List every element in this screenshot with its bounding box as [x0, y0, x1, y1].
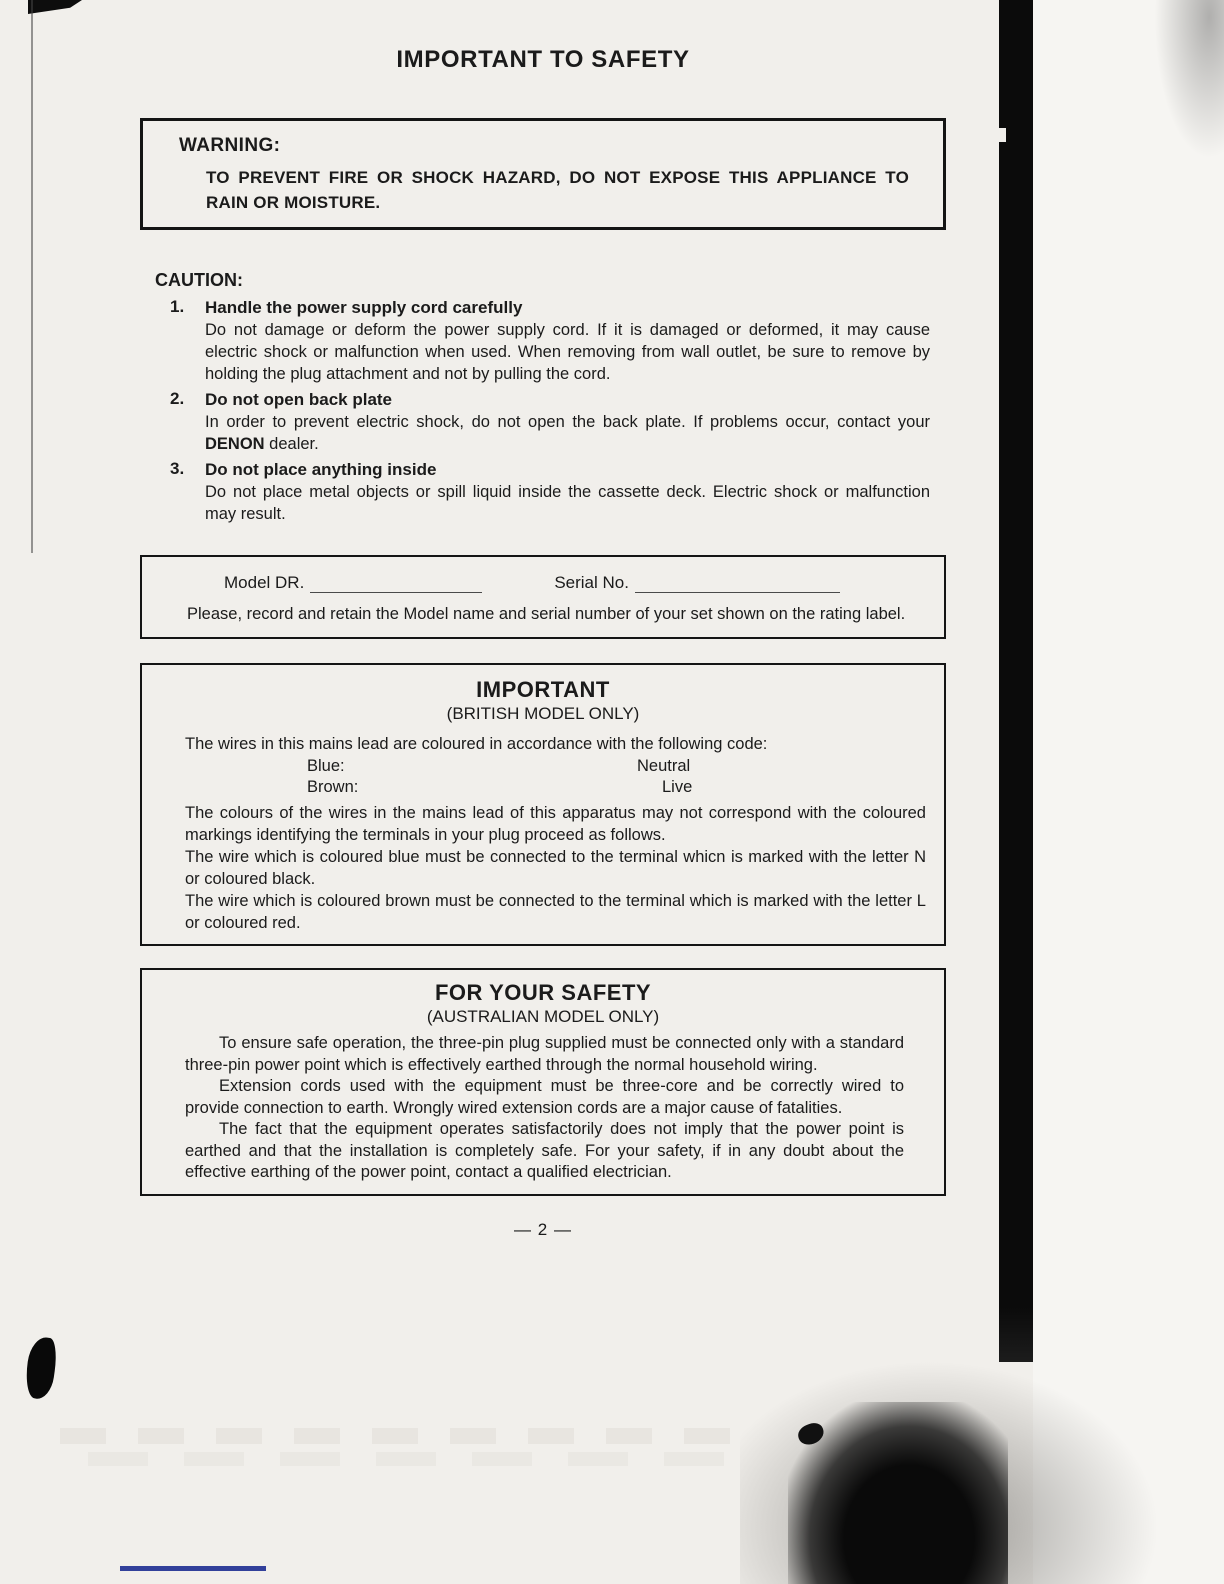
- model-serial-box: [140, 555, 946, 639]
- warning-text: TO PREVENT FIRE OR SHOCK HAZARD, DO NOT EXPOSE THIS APPLIANCE TO RAIN OR MOISTURE.: [206, 168, 909, 212]
- warning-heading: WARNING:: [179, 135, 281, 156]
- serial-blank-line: [635, 575, 840, 593]
- british-paragraph: The wire which is coloured blue must be connected to the terminal whicn is marked with the letter N or coloured black.: [185, 848, 926, 888]
- warning-box: [140, 118, 946, 230]
- scan-right-margin: [1033, 0, 1224, 1584]
- scan-artifact-blue-underline: [120, 1566, 266, 1571]
- model-label: Model DR.: [224, 573, 305, 592]
- wire-terminal-label: Neutral: [637, 757, 691, 775]
- wire-color-label: Blue:: [307, 757, 345, 775]
- safety-paragraph: The fact that the equipment operates satisfactorily does not imply that the power point is earthed and that the installation is completely safe. For your safety, if in any doubt about the effective earthing of the power point, contact a qualified electrician.: [185, 1120, 904, 1181]
- caution-item-body: [205, 297, 946, 385]
- model-serial-row: [187, 573, 924, 593]
- brand-name: DENON: [205, 435, 265, 453]
- safety-paragraphs: [185, 1033, 904, 1184]
- caution-item-text: [205, 481, 930, 525]
- model-note: Please, record and retain the Model name and serial number of your set shown on the rating label.: [187, 605, 906, 623]
- caution-item-number: 3.: [170, 459, 185, 478]
- british-subheading: (BRITISH MODEL ONLY): [446, 704, 640, 723]
- british-model-box: [140, 663, 946, 946]
- caution-text-pre: In order to prevent electric shock, do not open the back plate. If problems occur, contact your: [205, 413, 930, 431]
- serial-label: Serial No.: [554, 573, 629, 592]
- caution-text-pre: Do not place metal objects or spill liquid inside the cassette deck. Electric shock or malfunction may result.: [205, 483, 930, 523]
- australian-model-box: [140, 968, 946, 1196]
- british-paragraph: The wire which is coloured brown must be connected to the terminal which is marked with the letter L or coloured red.: [185, 892, 926, 932]
- caution-item-title: Do not open back plate: [205, 390, 393, 409]
- caution-item-body: [205, 389, 946, 455]
- scan-artifact-halftone-row: [60, 1428, 760, 1444]
- page-title: IMPORTANT TO SAFETY: [396, 46, 690, 73]
- scan-artifact-right-bar: [999, 0, 1033, 1362]
- caution-item-text: [205, 319, 930, 385]
- british-intro: The wires in this mains lead are coloured in accordance with the following code:: [185, 735, 768, 753]
- caution-item-number: 2.: [170, 389, 185, 408]
- safety-paragraph: To ensure safe operation, the three-pin plug supplied must be connected only with a standard three-pin power point which is effectively earthed through the normal household wiring.: [185, 1034, 904, 1074]
- wire-color-label: Brown:: [307, 778, 359, 796]
- caution-item-number: 1.: [170, 297, 185, 316]
- page-content: [140, 0, 946, 1240]
- caution-text-pre: Do not damage or deform the power supply cord. If it is damaged or deformed, it may cause electric shock or malfunction when used. When removing from wall outlet, be sure to remove by holding the plug attachment and not by pulling the cord.: [205, 321, 930, 383]
- british-paragraphs: [185, 802, 926, 934]
- scan-artifact-halftone-row: [88, 1452, 728, 1466]
- wire-row-blue: [185, 756, 926, 777]
- model-blank-line: [310, 575, 482, 593]
- british-paragraph: The colours of the wires in the mains lead of this apparatus may not correspond with the coloured markings identifying the terminals in your plug proceed as follows.: [185, 804, 926, 844]
- caution-item-title: Handle the power supply cord carefully: [205, 298, 523, 317]
- caution-item-text: [205, 411, 930, 455]
- safety-paragraph: Extension cords used with the equipment must be three-core and be correctly wired to provide connection to earth. Wrongly wired extension cords are a major cause of fatalities.: [185, 1077, 904, 1117]
- safety-heading: FOR YOUR SAFETY: [434, 980, 652, 1005]
- scan-artifact-top-right-smudge: [1150, 0, 1224, 170]
- scan-artifact-top-left-mark: [28, 0, 82, 14]
- caution-heading: CAUTION:: [155, 270, 243, 290]
- scan-artifact-left-edge-line: [31, 0, 33, 553]
- scan-artifact-bottom-left-mark: [23, 1335, 59, 1400]
- caution-item-body: [205, 459, 946, 525]
- caution-item-3: [170, 459, 946, 525]
- caution-text-post: dealer.: [264, 435, 319, 453]
- caution-list: [140, 297, 946, 525]
- british-heading: IMPORTANT: [476, 677, 610, 702]
- caution-item-1: [170, 297, 946, 385]
- wire-code-table: [185, 756, 926, 798]
- safety-subheading: (AUSTRALIAN MODEL ONLY): [426, 1007, 660, 1026]
- wire-terminal-label: Live: [662, 778, 693, 796]
- caution-item-2: [170, 389, 946, 455]
- page-number: — 2 —: [514, 1219, 572, 1239]
- caution-item-title: Do not place anything inside: [205, 460, 437, 479]
- wire-row-brown: [185, 777, 926, 798]
